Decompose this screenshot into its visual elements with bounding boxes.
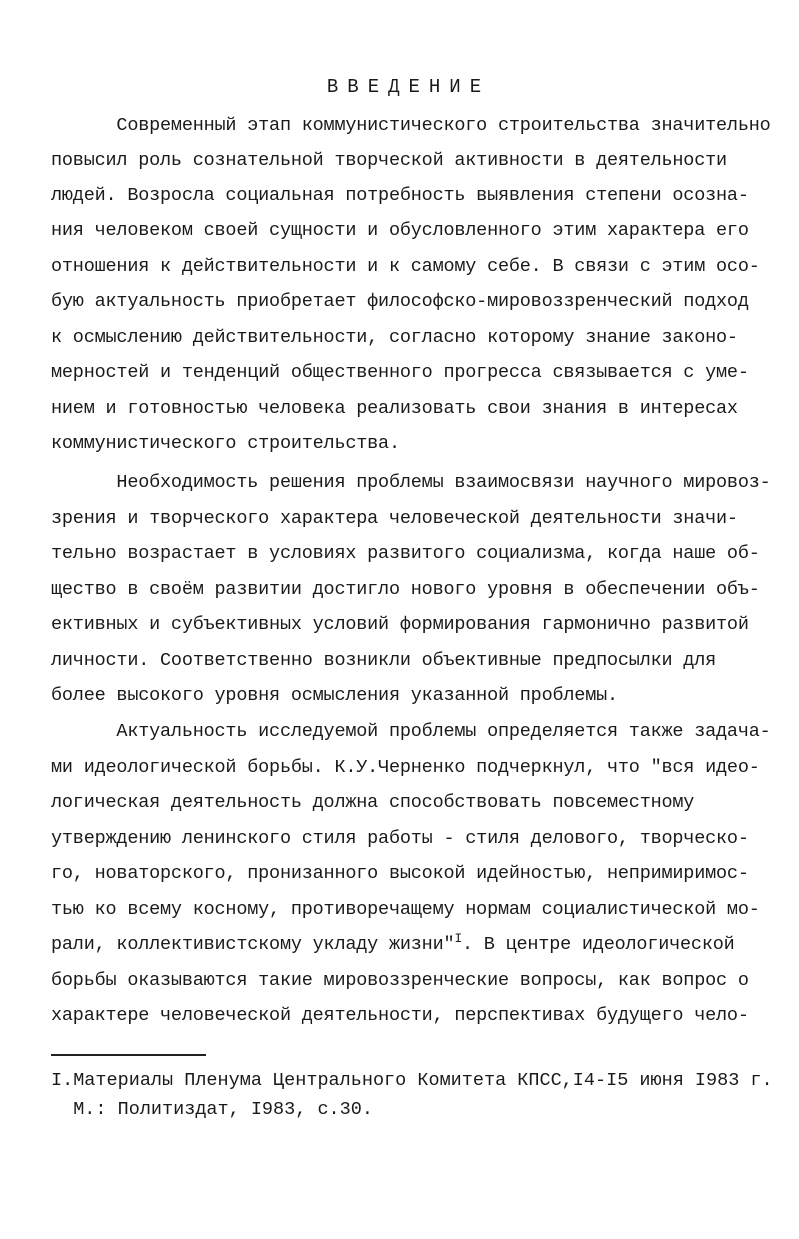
text-line: повысил роль сознательной творческой активности в деятельности (51, 150, 727, 171)
text-line: Актуальность исследуемой проблемы определяется также задача- (51, 721, 771, 742)
text-line: Необходимость решения проблемы взаимосвязи научного мировоз- (51, 472, 771, 493)
text-segment: рали, коллективистскому укладу жизни" (51, 934, 455, 955)
text-line: нием и готовностью человека реализовать свои знания в интересах (51, 398, 738, 419)
text-line: щество в своём развитии достигло нового уровня в обеспечении объ- (51, 579, 760, 600)
text-line: бую актуальность приобретает философско-мировоззренческий подход (51, 291, 749, 312)
text-line: го, новаторского, пронизанного высокой идейностью, непримиримос- (51, 863, 749, 884)
text-line: логическая деятельность должна способствовать повсеместному (51, 792, 695, 813)
text-line: Современный этап коммунистического строительства значительно (51, 115, 771, 136)
footnote-divider (51, 1054, 206, 1056)
text-segment: . В центре идеологической (461, 934, 735, 955)
text-line: тью ко всему косному, противоречащему нормам социалистической мо- (51, 899, 760, 920)
text-line: к осмыслению действительности, согласно которому знание законо- (51, 327, 738, 348)
text-line: ми идеологической борьбы. К.У.Черненко подчеркнул, что "вся идео- (51, 757, 760, 778)
text-line: мерностей и тенденций общественного прогресса связывается с уме- (51, 362, 749, 383)
text-line: характере человеческой деятельности, перспективах будущего чело- (51, 1005, 749, 1026)
text-line: коммунистического строительства. (51, 433, 400, 454)
text-line: зрения и творческого характера человеческой деятельности значи- (51, 508, 738, 529)
text-line: ективных и субъективных условий формирования гармонично развитой (51, 614, 749, 635)
text-line: более высокого уровня осмысления указанной проблемы. (51, 685, 618, 706)
text-line: людей. Возросла социальная потребность выявления степени осозна- (51, 185, 749, 206)
text-line: личности. Соответственно возникли объективные предпосылки для (51, 650, 717, 671)
footnote-text: М.: Политиздат, I983, с.30. (51, 1099, 373, 1120)
footnote-text: I.Материалы Пленума Центрального Комитета КПСС,I4-I5 июня I983 г. (51, 1070, 773, 1091)
text-line: борьбы оказываются такие мировоззренческие вопросы, как вопрос о (51, 970, 749, 991)
footnote-marker: I (454, 931, 462, 946)
text-line-with-footnote (51, 933, 735, 957)
section-title: ВВЕДЕНИЕ (326, 76, 491, 98)
text-line: ния человеком своей сущности и обусловленного этим характера его (51, 220, 749, 241)
text-line: утверждению ленинского стиля работы - стиля делового, творческо- (51, 828, 749, 849)
text-line: отношения к действительности и к самому себе. В связи с этим осо- (51, 256, 760, 277)
text-line: тельно возрастает в условиях развитого социализма, когда наше об- (51, 543, 760, 564)
